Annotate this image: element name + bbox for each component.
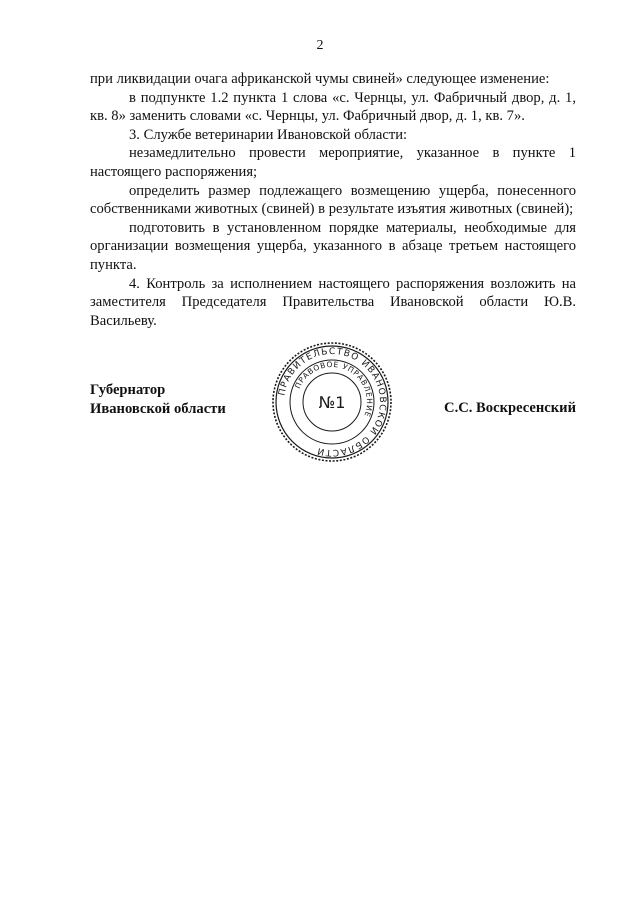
stamp-ring-text: ПРАВИТЕЛЬСТВО ИВАНОВСКОЙ ОБЛАСТИ — [277, 346, 388, 458]
paragraph-item-4: 4. Контроль за исполнением настоящего распоряжения возложить на заместителя Председателя Правительства Ивановской области Ю.В. Васильеву. — [90, 275, 576, 329]
paragraph-item-3-task-2: определить размер подлежащего возмещению ущерба, понесенного собственниками животных (свиней) в результате изъятия животных (свиней); — [90, 182, 576, 218]
paragraph-item-3-task-1: незамедлительно провести мероприятие, указанное в пункте 1 настоящего распоряжения; — [90, 145, 576, 180]
stamp-number: №1 — [318, 393, 346, 412]
stamp-inner-text: ПРАВОВОЕ УПРАВЛЕНИЕ — [293, 359, 375, 419]
paragraph-continuation: при ликвидации очага африканской чумы свиней» следующее изменение: — [90, 71, 550, 87]
paragraph-item-3: 3. Службе ветеринарии Ивановской области: — [129, 126, 408, 143]
paragraph-amendment: в подпункте 1.2 пункта 1 слова «с. Чернцы, ул. Фабричный двор, д. 1, кв. 8» заменить словами «с. Чернцы, ул. Фабричный двор, д. 1, кв. 7». — [90, 89, 576, 125]
signatory-title-line2: Ивановской области — [90, 400, 226, 417]
paragraph-item-3-task-3: подготовить в установленном порядке материалы, необходимые для организации возмещения ущерба, указанного в абзаце третьем настоящего пункта. — [90, 219, 576, 273]
document-body — [90, 70, 576, 330]
page-number: 2 — [316, 38, 324, 53]
signatory-title-line1: Губернатор — [90, 382, 166, 398]
signatory-name: С.С. Воскресенский — [444, 400, 576, 416]
